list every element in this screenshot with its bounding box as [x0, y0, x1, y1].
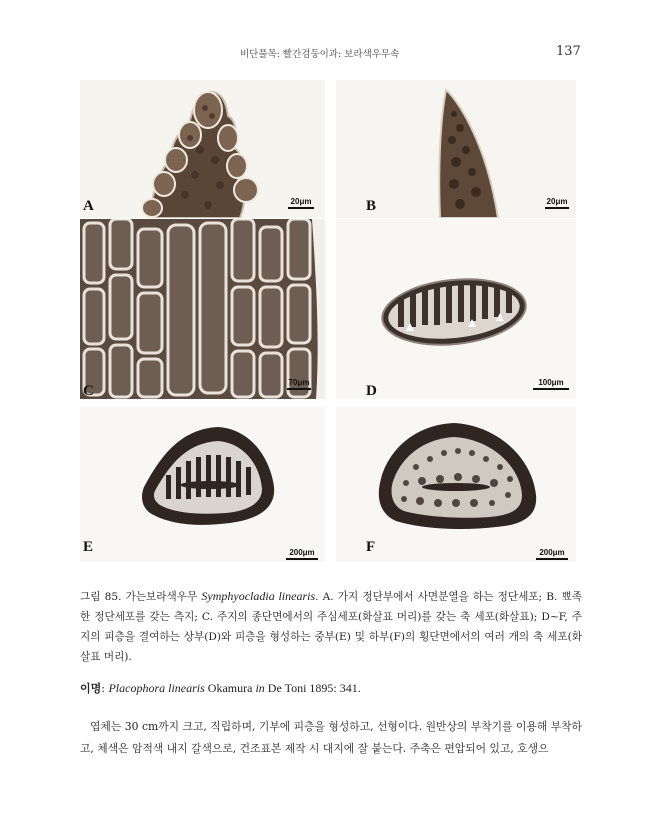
- description-paragraph: [80, 716, 582, 760]
- panel-label-c: C: [83, 383, 94, 399]
- caption-text: . A. 가지 정단부에서 사면분열을 하는 정단세포; B. 뾰족한 정단세포를 갖는 측지; C. 주지의 종단면에서의 주심세포(화살표 머리)를 갖는 축 세포(화살표); D~F, 주지의 피층을 결여하는 상부(D)와 피층을 형성하는 중부(E) 및 하부(F)의 횡단면에서의 여러 개의 축 세포(화살표 머리).: [80, 591, 582, 663]
- panel-label-f: F: [366, 539, 376, 555]
- synonym-separator: :: [101, 682, 109, 695]
- scale-bar-a: [288, 197, 314, 209]
- figure-panel-c: [80, 219, 325, 399]
- micrograph-c: [80, 219, 325, 399]
- scale-label-e: 200μm: [289, 548, 315, 557]
- header-section-title: 비단풀목: 빨간검둥이과: 보라색우무속: [240, 49, 400, 60]
- scale-bar-d: [533, 378, 569, 390]
- panel-label-e: E: [83, 539, 94, 555]
- micrograph-e: [80, 407, 325, 562]
- synonym-author: Okamura: [204, 681, 256, 695]
- figure-caption: [80, 586, 582, 667]
- micrograph-d: [336, 219, 576, 399]
- running-header: [0, 44, 652, 64]
- figure-panel-e: [80, 407, 325, 562]
- panel-label-a: A: [83, 198, 94, 214]
- scale-bar-f: [536, 548, 568, 560]
- description-text: 엽체는 30 cm까지 크고, 직립하며, 기부에 피층을 형성하고, 선형이다. 원반상의 부착기를 이용해 부착하고, 체색은 암적색 내지 갈색으로, 건조표본 제작 시 대지에 잘 붙는다. 주축은 편압되어 있고, 호생으: [80, 720, 582, 755]
- synonym-in: in: [255, 681, 265, 695]
- caption-prefix: 그림 85. 가는보라색우무: [80, 591, 202, 603]
- scale-label-d: 100μm: [538, 378, 564, 387]
- scale-bar-b: [545, 197, 569, 209]
- scale-label-c: 70μm: [288, 378, 310, 387]
- scale-label-f: 200μm: [539, 548, 565, 557]
- panel-label-d: D: [366, 383, 377, 399]
- synonym-label: 이명: [80, 682, 102, 695]
- page-number: 137: [556, 44, 581, 59]
- panel-label-b: B: [366, 198, 377, 214]
- scale-bar-c: [287, 378, 311, 390]
- caption-species: Symphyocladia linearis: [201, 589, 316, 603]
- figure-panel-d: [336, 219, 576, 399]
- synonym-name: Placophora linearis: [108, 681, 205, 695]
- scale-label-a: 20μm: [290, 197, 312, 206]
- synonym-reference: De Toni 1895: 341.: [264, 681, 361, 695]
- scale-bar-e: [286, 548, 318, 560]
- synonym-line: [80, 680, 580, 696]
- scale-label-b: 20μm: [546, 197, 568, 206]
